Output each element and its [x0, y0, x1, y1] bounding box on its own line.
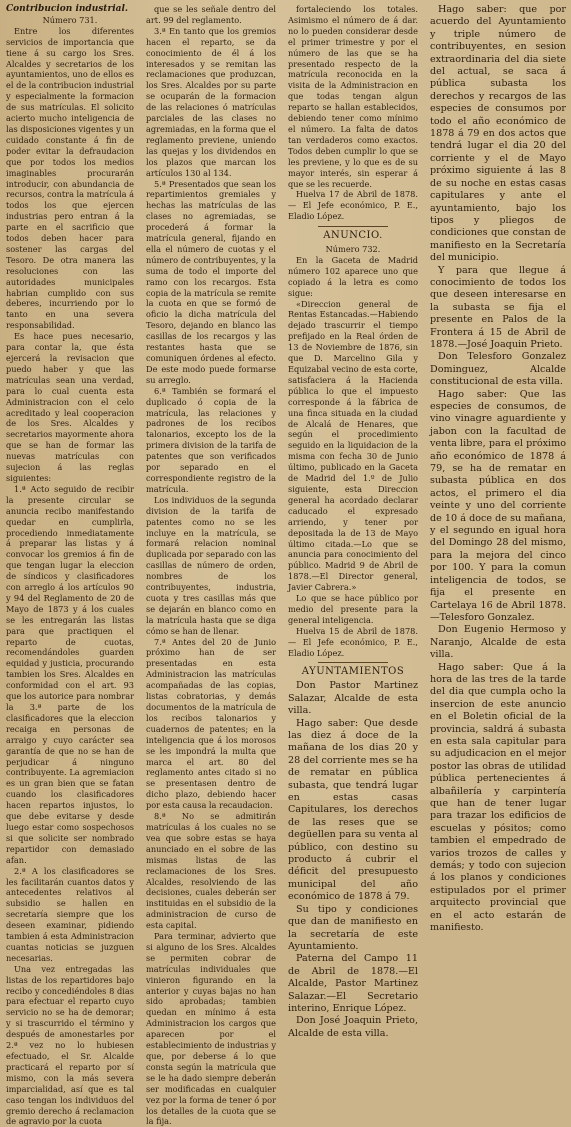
paragraph: 3.ª En tanto que los gremios hacen el reparto, se da conocimiento de él á los interesados y se remitan las reclamaciones que produzcan, los Sres. Alcaldes por su parte se ocuparán de la formacion de las relaciones ó matrículas parciales de las clases no agremiadas, en la forma que el reglamento previene, uniendo las quejas y los dividendos en los plazos que marcan los artículos 130 al 134. [146, 25, 276, 178]
paragraph: Es hace pues necesario, para contar la, que ésta ejercerá la revisacion que puedo haber y que las matrículas sean una verdad, para lo cual cuenta esta Administracion con el celo acreditado y leal cooperacion de los Sres. Alcaldes y secretarios mayormente ahora que se han de formar las nuevas matrículas con sujecion á las reglas siguientes: [6, 331, 134, 483]
paragraph: Su tipo y condiciones que dan de manifiesto en la secretaría de este Ayuntamiento. [288, 903, 418, 952]
section-header: Contribucion industrial. [6, 4, 129, 14]
paragraph: Don Telesforo Gonzalez Dominguez, Alcalde constitucional de esta villa. [430, 351, 566, 388]
paragraph: Paterna del Campo 11 de Abril de 1878.—El Alcalde, Pastor Martinez Salazar.—El Secretario interino, Enrique López. [288, 953, 418, 1014]
paragraph: Lo que se hace público por medio del presente para la general inteligencia. [288, 593, 418, 625]
divider [318, 226, 388, 227]
paragraph: Hago saber: Que á la hora de las tres de la tarde del dia que cumpla ocho la insercion de este anuncio en el Boletin oficial de la provincia, saldrá á subasta en esta sala capitular para su adjudicacion en el mejor postor las obras de utilidad pública pertenecientes á albañilería y carpintería que han de tener lugar para trazar los edificios de escuelas y pósitos; como tambien el empedrado de varios trozos de calles y demás; y todo con sujecion á los planos y condiciones estipulados por el primer arquitecto provincial que en el acto estarán de manifiesto. [430, 661, 566, 934]
paragraph: Hago saber: Que las especies de consumos, de vino vinagre aguardiente y jabon con la facultad de venta libre, para el próximo año económico de 1878 á 79, se ha de rematar en subasta pública en dos actos, el primero el dia veinte y uno del corriente de 10 á doce de su mañana, y el segundo en igual hora del Domingo 28 del mismo, para la mejora del cinco por 100. Y para la comun inteligencia de todos, se fija el presente en Cartelaya 16 de Abril 1878. —Telesforo Gonzalez. [430, 388, 566, 623]
ayuntamientos-title: AYUNTAMIENTOS [301, 666, 405, 678]
notice-number: Número 732. [325, 244, 381, 255]
paragraph: Una vez entregadas las listas de los repartidores bajo recibo y concediéndoles 8 dias para efectuar el reparto cuyo servicio no se ha de demorar; y si trascurrido el término y después de amonestarles por 2.ª vez no lo hubiesen efectuado, el Sr. Alcalde practicará el reparto por sí mismo, con la más severa imparcialidad, así que es tal caso tengan los individuos del gremio derecho á reclamacion de agravio por la cuota [6, 963, 134, 1127]
paragraph: que se les señale dentro del art. 99 del reglamento. [146, 4, 276, 25]
paragraph: Y para que llegue á conocimiento de todos los que deseen interesarse en la subasta se fija el presente en Palos de la Frontera á 15 de Abril de 1878.—José Joaquin Prieto. [430, 264, 566, 350]
paragraph: Para terminar, advierto que si alguno de los Sres. Alcaldes se permiten cobrar de matrículas individuales que vinieron figurando en la anterior y cuyas bajas no han sido aprobadas; tambien quedan en mínimo á esta Administracion los cargos que aparecen por el establecimiento de industrias y que, por deberse á lo que consta según la matrícula que se le ha dado siempre deberán ser modificadas en cualquier vez por la forma de tener ó por los detalles de la cuota que se la fija. [146, 931, 276, 1127]
paragraph: 1.ª Acto seguido de recibir la presente circular se anuncia recibo manifestando quedar en cumplirla, procediendo inmediatamente á preparar las listas y á convocar los gremios á fin de que tengan lugar la eleccion de síndicos y clasificadores con arreglo á los artículos 90 y 94 del Reglamento de 20 de Mayo de 1873 y á los cuales se les entregarán las listas para que practiquen el reparto de cuotas, recomendándoles guarden equidad y justicia, procurando tambien los Sres. Alcaldes en conformidad con el art. 93 que los autorice para nombrar la 3.ª parte de los clasificadores que la eleccion recaiga en personas de arraigo y cuyo carácter sea garantía de que no se han de perjudicar á ninguno contribuyente. La agremiacion es un gran bien que se fatan cuando los clasificadores hacen repartos injustos, lo que debe evitarse y desde luego estar como sospechosos si que solicite ser nombrado repartidor con demasiado afan. [6, 483, 134, 865]
notice-number: Número 731. [42, 14, 98, 25]
paragraph: Don Eugenio Hermoso y Naranjo, Alcalde de esta villa. [430, 624, 566, 661]
paragraph: Don Pastor Martinez Salazar, Alcalde de esta villa. [288, 680, 418, 717]
paragraph: «Direccion general de Rentas Estancadas.—Habiendo dejado trascurrir el tiempo prefijado en la Real órden de 13 de Noviembre de 1876, sin que D. Marcelino Gila y Equizabal vecino de esta corte, satisfaciera á la Hacienda pública lo que el impuesto corresponde á la fábrica de una finca situada en la ciudad de Alcalá de Henares, que según el procedimiento seguido en la liquidacion de la misma con fecha 30 de Junio último, publicado en la Gaceta de Madrid del 1.º de Julio siguiente, esta Direccion general ha acordado declarar caducado el expresado arriendo, y tener por depositada la de 13 de Mayo último citada.—Lo que se anuncia para conocimiento del público. Madrid 9 de Abril de 1878.—El Director general, Javier Cabrera.» [288, 298, 418, 593]
signature-date: Huelva 15 de Abril de 1878.— El Jefe económico, P. E., Eladio López. [288, 625, 418, 658]
paragraph: Don José Joaquin Prieto, Alcalde de esta villa. [288, 1015, 418, 1039]
paragraph: Hago saber: que por acuerdo del Ayuntamiento y triple número de contribuyentes, en sesion extraordinaria del dia siete del actual, se saca á pública subasta los derechos y recargos de las especies de consumos por todo el año económico de 1878 á 79 en dos actos que tendrá lugar el dia 20 del corriente y el de Mayo próximo siguiente á las 8 de su noche en estas casas capitulares y ante el ayuntamiento, bajo los tipos y pliegos de condiciones que constan de manifiesto en la Secretaría del municipio. [430, 4, 566, 264]
paragraph: Los individuos de la segunda division de la tarifa de patentes como no se les incluye en la matrícula, se formará relacion nominal duplicada por separado con las casillas de número de orden, nombres de los contribuyentes, industria, cuota y tres casillas más que se dejarán en blanco como en la matrícula hasta que se diga cómo se han de llenar. [146, 494, 276, 636]
column-3 [288, 4, 418, 1039]
paragraph: 6.ª También se formará el duplicado ó copia de la matrícula, las relaciones y padrones de los recibos talonarios, excepto los de la primera division de la tarifa de patentes que son verificados por separado en el correspondiente registro de la matrícula. [146, 385, 276, 494]
column-2 [146, 4, 276, 1127]
paragraph: 5.ª Presentados que sean los repartimientos gremiales y hechas las matrículas de las clases no agremiadas, se procederá á formar la matrícula general, fijando en ella el número de cuotas y el número de contribuyentes, y la suma de todo el importe del ramo con los recargos. Esta copia de la matrícula se remite la cuota en que se formó de oficio la dicha matrícula del Tesoro, dejando en blanco las casillas de los recargos y las restantes hasta que se comuniquen órdenes al efecto. De este modo puede formarse su arreglo. [146, 178, 276, 385]
divider [318, 662, 388, 663]
paragraph: 2.ª A los clasificadores se les facilitarán cuantos datos y antecedentes relativos al subsidio se hallen en secretaría siempre que los deseen examinar, pidiendo tambien á esta Administracion cuantas noticias se juzguen necesarias. [6, 865, 134, 963]
paragraph: Entre los diferentes servicios de importancia que tiene á su cargo los Sres. Alcaldes y secretarios de los ayuntamientos, uno de ellos es el de la contribucion industrial y especialmente la formacion de sus matrículas. El solicito acierto mucho inteligencia de las disposiciones vigentes y un cuidado constante á fin de poder evitar la defraudacion que por todos los medios imaginables procurarán introducir, con abundancia de recursos, contra la matrícula á todos los que ejercen industrias pero entran á la parte en el sacrificio que todos deben hacer para sostener las cargas del Tesoro. De otra manera las resoluciones con las autoridades municipales habrian cumplido con sus deberes, incurriendo por lo tanto en una severa responsabilidad. [6, 25, 134, 331]
paragraph: 7.ª Antes del 20 de Junio próximo han de ser presentadas en esta Administracion las matrículas acompañadas de las copias, listas cobratorias, y demás documentos de la matrícula de los recibos talonarios y cuadernos de patentes; en la inteligencia que á los morosos se les impondrá la multa que marca el art. 80 del reglamento antes citado si no se presentasen dentro de dicho plazo, debiendo hacer por esta causa la recaudacion. [146, 636, 276, 811]
paragraph: 8.ª No se admitirán matrículas á los cuales no se vea que sobre estas se haya anunciado en el sobre de las mismas listas de las reclamaciones de los Sres. Alcaldes, resolviendo de las decisiones, cuales deberán ser instituidas en el subsidio de la administracion de curso de esta capital. [146, 811, 276, 931]
paragraph: fortaleciendo los totales. Asimismo el número de á dar. no lo pueden considerar desde el primer trimestre y por el número de las que se ha presentado respecto de la matrícula reconocida en la visita de la Administracion en que todas tengan algun reparto se hallan establecidos, debiendo tener como mínimo el número. La falta de datos tan verdaderos como exactos. Todos deben cumplir lo que se les previene, y lo que es de su mayor interés, sin esperar á que se les recuerde. [288, 4, 418, 189]
column-1 [6, 4, 134, 1127]
signature-date: Huelva 17 de Abril de 1878.— El Jefe económico, P. E., Eladio López. [288, 189, 418, 222]
anuncio-title: ANUNCIO. [323, 230, 383, 242]
paragraph: Hago saber: Que desde las diez á doce de la mañana de los dias 20 y 28 del corriente mes se ha de rematar en pública subasta, que tendrá lugar en estas casas Capitulares, los derechos de las reses que se degüellen para su venta al público, con destino su producto á cubrir el déficit del presupuesto municipal del año económico de 1878 á 79. [288, 717, 418, 903]
column-4 [430, 4, 566, 934]
paragraph: En la Gaceta de Madrid número 102 aparece uno que copiado á la letra es como sigue: [288, 254, 418, 298]
